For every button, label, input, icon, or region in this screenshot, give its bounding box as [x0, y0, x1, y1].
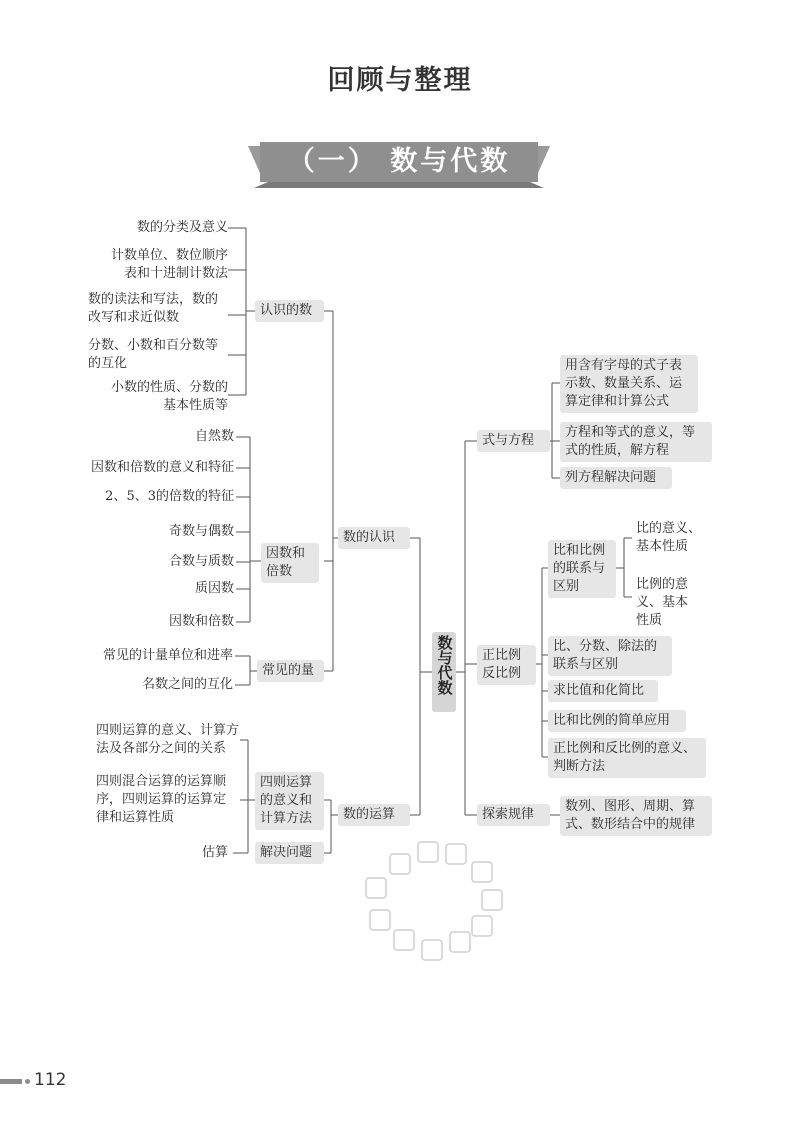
- bili-item-2: 求比值和化简比: [548, 680, 658, 702]
- section-banner: （一） 数与代数: [287, 146, 511, 177]
- sizeyunsuan-node: 四则运算 的意义和 计算方法: [255, 772, 324, 830]
- yinshu-item-1: 自然数: [194, 429, 234, 444]
- yinshu-item-4: 奇数与偶数: [168, 524, 234, 539]
- liang-item-1: 常见的计量单位和进率: [102, 648, 233, 663]
- center-node-shu-yu-daishu: 数与代数: [432, 632, 456, 712]
- footer-bar: [0, 1079, 22, 1084]
- tansuo-item: 数列、图形、周期、算 式、数形结合中的规律: [560, 796, 712, 836]
- bili-item-4: 正比例和反比例的意义、 判断方法: [548, 738, 706, 778]
- yinshu-item-7: 因数和倍数: [168, 614, 234, 629]
- bili-qubie-node: 比和比例 的联系与 区别: [548, 540, 616, 598]
- renshi-item-3: 数的读法和写法，数的 改写和求近似数: [88, 292, 219, 325]
- bili-item-1: 比、分数、除法的 联系与区别: [548, 636, 672, 676]
- renshi-item-2: 计数单位、数位顺序 表和十进制计数法: [110, 248, 228, 281]
- renshi-item-5: 小数的性质、分数的 基本性质等: [110, 380, 228, 413]
- page-title: 回顾与整理: [327, 65, 473, 96]
- bili-item-3: 比和比例的简单应用: [548, 710, 686, 732]
- jiejue-wenti-node: 解决问题: [255, 842, 324, 864]
- sizeyunsuan-item-2: 四则混合运算的运算顺 序，四则运算的运算定 律和运算性质: [96, 774, 227, 825]
- sizeyunsuan-item-1: 四则运算的意义、计算方 法及各部分之间的关系: [96, 723, 240, 756]
- shu-de-yunsuan-node: 数的运算: [338, 804, 410, 826]
- shi-item-2: 方程和等式的意义，等 式的性质，解方程: [560, 422, 712, 462]
- yinshu-item-5: 合数与质数: [168, 554, 234, 569]
- watermark-stamp: [360, 828, 510, 968]
- yinshu-item-6: 质因数: [194, 581, 234, 596]
- shi-yu-fangcheng-node: 式与方程: [477, 430, 550, 452]
- shu-de-renshi-node: 数的认识: [338, 527, 410, 549]
- page-number: 112: [34, 1070, 67, 1090]
- footer-dot: [25, 1079, 30, 1084]
- gusuan-item: 估算: [201, 845, 228, 860]
- liang-item-2: 名数之间的互化: [141, 677, 233, 692]
- yinshu-beishu-node: 因数和 倍数: [261, 543, 319, 583]
- changjian-de-liang-node: 常见的量: [257, 660, 324, 682]
- shi-item-1: 用含有字母的式子表 示数、数量关系、运 算定律和计算公式: [560, 355, 698, 413]
- renshi-item-4: 分数、小数和百分数等 的互化: [88, 338, 219, 371]
- yinshu-item-3: 2、5、3的倍数的特征: [105, 489, 234, 504]
- zheng-fan-bili-node: 正比例 反比例: [477, 645, 536, 685]
- shi-item-3: 列方程解决问题: [560, 467, 672, 489]
- renshi-item-1: 数的分类及意义: [136, 220, 228, 235]
- biliyiyi-item: 比例的意 义、基本 性质: [636, 577, 689, 628]
- tansuo-guilv-node: 探索规律: [477, 804, 550, 826]
- yinshu-item-2: 因数和倍数的意义和特征: [90, 460, 234, 475]
- renshi-de-shu-node: 认识的数: [255, 300, 324, 322]
- bili-yiyi-item: 比的意义、 基本性质: [636, 521, 702, 554]
